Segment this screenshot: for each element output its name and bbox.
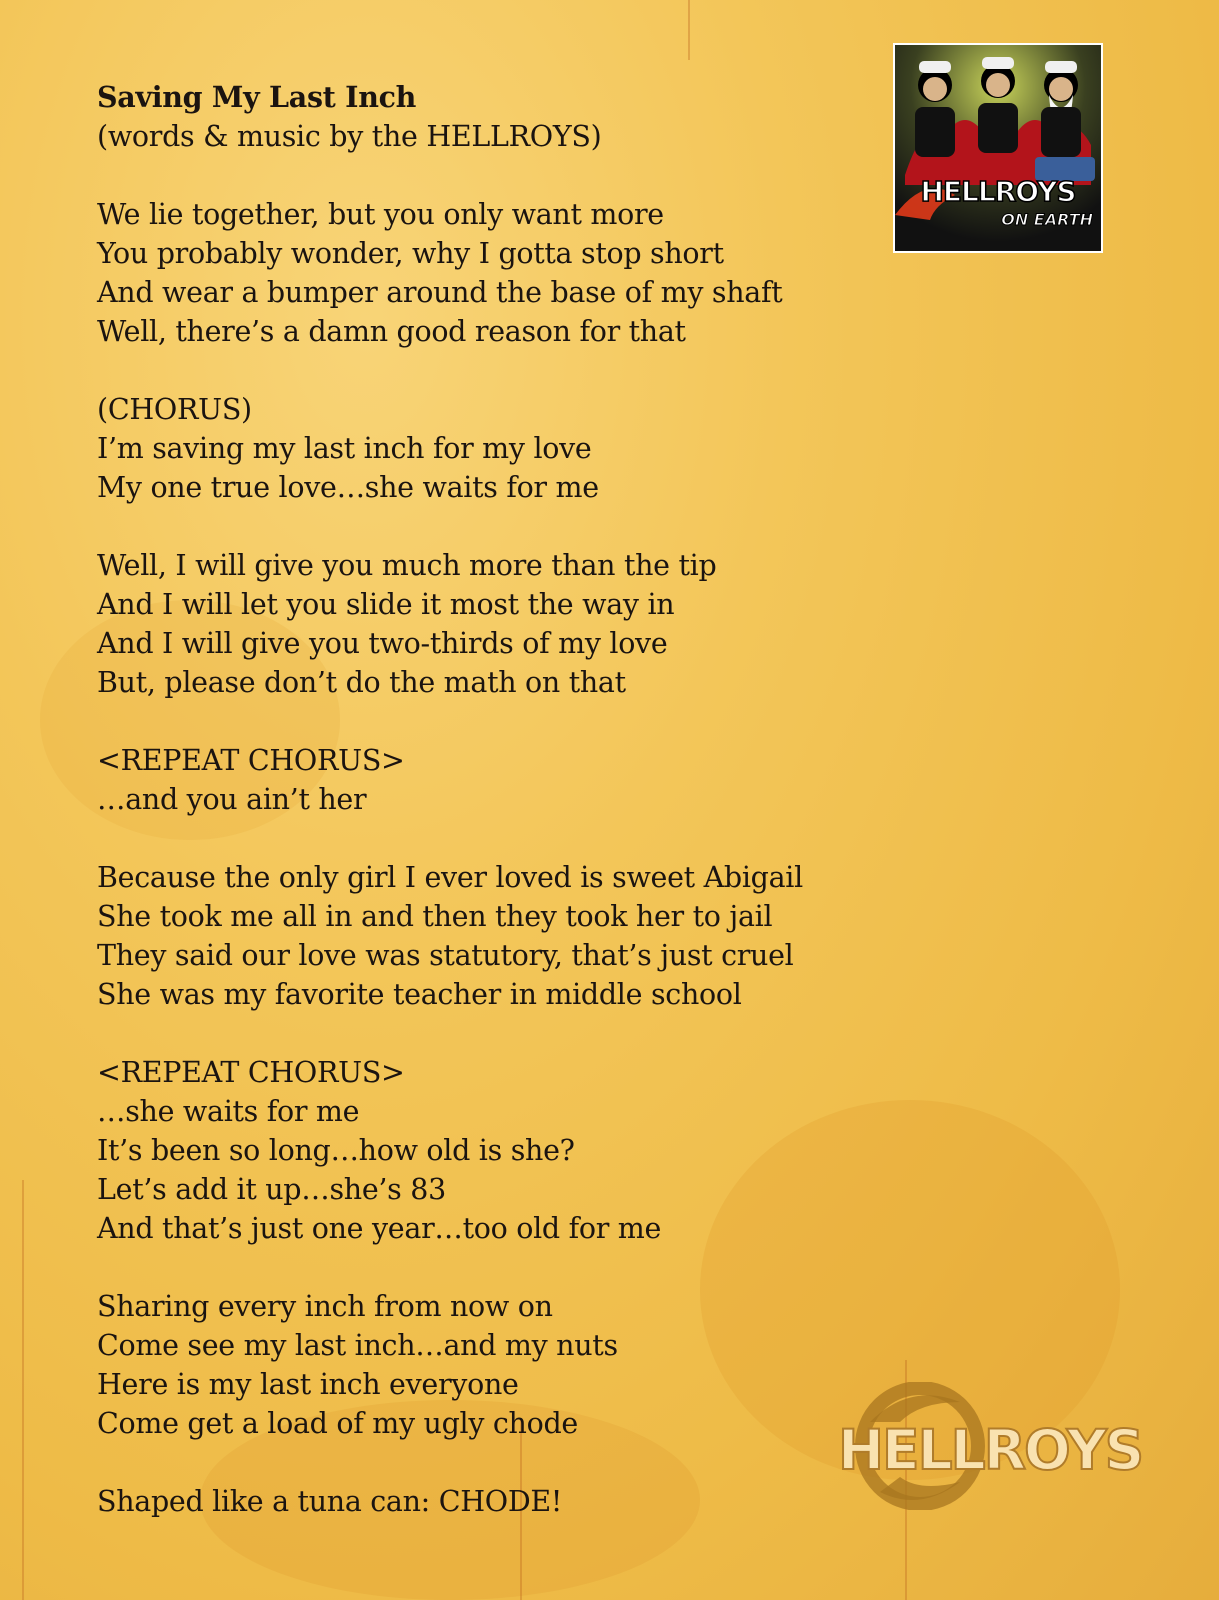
lyric-line: And I will give you two-thirds of my love [97, 627, 668, 660]
lyric-line: She took me all in and then they took her to jail [97, 900, 773, 933]
paper-crease [688, 0, 690, 60]
lyric-line: And that’s just one year…too old for me [97, 1212, 662, 1245]
lyric-line: Shaped like a tuna can: CHODE! [97, 1485, 563, 1518]
lyric-line: My one true love…she waits for me [97, 471, 599, 504]
stanza-gap [97, 702, 877, 741]
lyric-line: But, please don’t do the math on that [97, 666, 626, 699]
lyric-line: Well, I will give you much more than the tip [97, 549, 717, 582]
lyric-line: You probably wonder, why I gotta stop short [97, 237, 724, 270]
lyric-line: They said our love was statutory, that’s just cruel [97, 939, 794, 972]
stanza-gap [97, 507, 877, 546]
album-subtitle: ON EARTH [1001, 210, 1093, 229]
lyric-line: And wear a bumper around the base of my shaft [97, 276, 783, 309]
lyric-line: Well, there’s a damn good reason for that [97, 315, 686, 348]
album-cover [893, 43, 1103, 253]
lyric-line: …she waits for me [97, 1095, 360, 1128]
lyric-line: And I will let you slide it most the way in [97, 588, 675, 621]
lyric-line: Here is my last inch everyone [97, 1368, 519, 1401]
paper-crease [22, 1180, 24, 1600]
lyric-line: …and you ain’t her [97, 783, 367, 816]
lyric-line: Because the only girl I ever loved is sweet Abigail [97, 861, 803, 894]
lyric-line: It’s been so long…how old is she? [97, 1134, 575, 1167]
lyric-line: <REPEAT CHORUS> [97, 1056, 405, 1089]
album-title: HELLROYS [920, 175, 1076, 208]
lyric-line: (CHORUS) [97, 393, 252, 426]
lyric-line: <REPEAT CHORUS> [97, 744, 405, 777]
lyrics-sheet [97, 78, 877, 1521]
song-title: Saving My Last Inch [97, 80, 417, 114]
lyric-line: We lie together, but you only want more [97, 198, 664, 231]
stanza-gap [97, 1443, 877, 1482]
lyric-line: Sharing every inch from now on [97, 1290, 553, 1323]
stanza-gap [97, 351, 877, 390]
lyric-line: I’m saving my last inch for my love [97, 432, 592, 465]
stanza-gap [97, 1014, 877, 1053]
lyric-line: Come get a load of my ugly chode [97, 1407, 578, 1440]
stanza-gap [97, 1248, 877, 1287]
lyric-line: She was my favorite teacher in middle school [97, 978, 742, 1011]
stanza-gap [97, 156, 877, 195]
stanza-gap [97, 819, 877, 858]
logo-wordmark: HELLROYS [838, 1418, 1143, 1482]
lyric-lines [97, 195, 877, 1521]
song-credit: (words & music by the HELLROYS) [97, 120, 602, 153]
lyric-line: Let’s add it up…she’s 83 [97, 1173, 446, 1206]
lyric-line: Come see my last inch…and my nuts [97, 1329, 618, 1362]
